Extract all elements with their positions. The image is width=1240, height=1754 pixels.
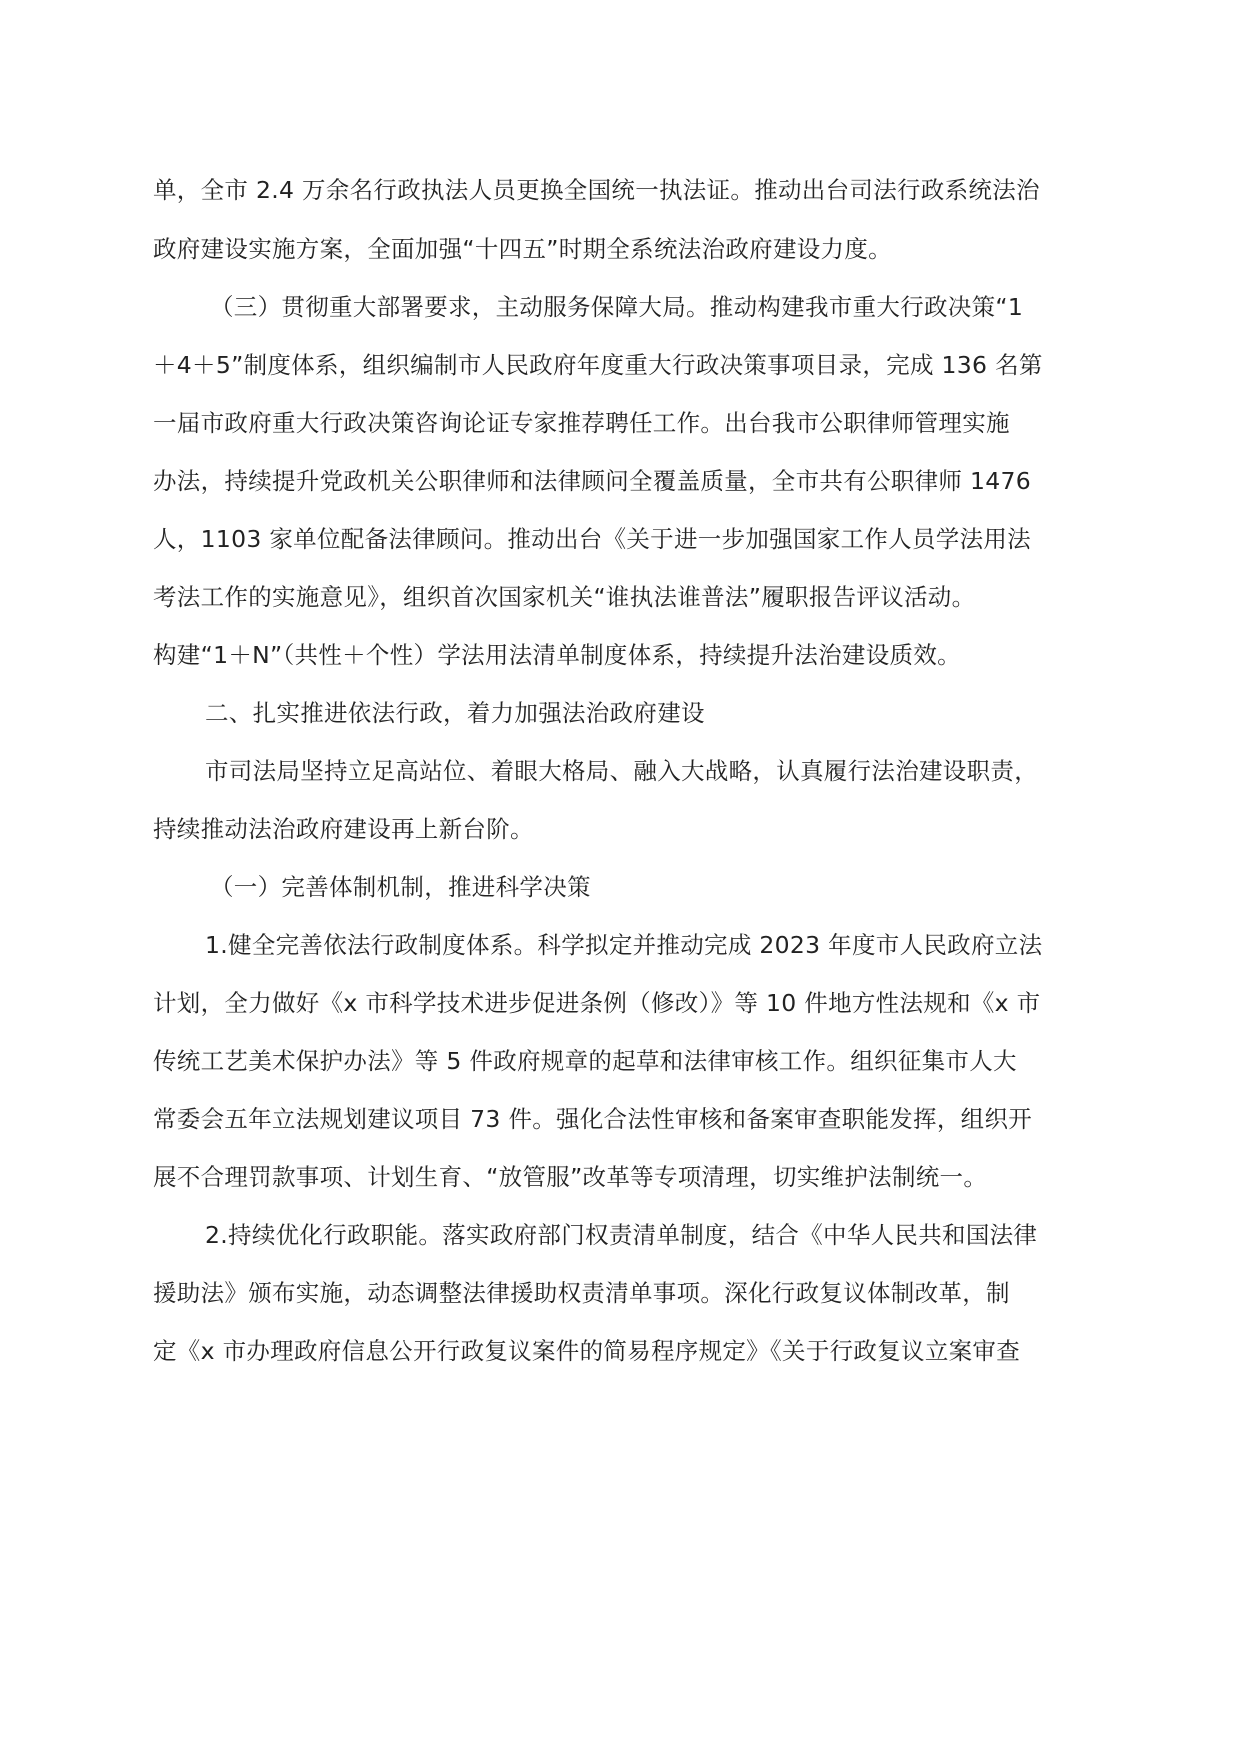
body-text-line: 展不合理罚款事项、计划生育、“放管服”改革等专项清理，切实维护法制统一。 xyxy=(153,1163,988,1191)
body-text-line: 办法，持续提升党政机关公职律师和法律顾问全覆盖质量，全市共有公职律师 1476 xyxy=(153,467,1031,495)
item-heading-2: 2.持续优化行政职能。落实政府部门权责清单制度，结合《中华人民共和国法律 xyxy=(205,1221,1038,1249)
body-text-line: 单，全市 2.4 万余名行政执法人员更换全国统一执法证。推动出台司法行政系统法治 xyxy=(153,176,1040,204)
body-text-line: 一届市政府重大行政决策咨询论证专家推荐聘任工作。出台我市公职律师管理实施 xyxy=(153,409,1010,437)
chapter-heading-2: 二、扎实推进依法行政，着力加强法治政府建设 xyxy=(205,699,705,727)
body-text-line: 计划，全力做好《x 市科学技术进步促进条例（修改）》等 10 件地方性法规和《x 市 xyxy=(153,989,1041,1017)
item-heading-1: 1.健全完善依法行政制度体系。科学拟定并推动完成 2023 年度市人民政府立法 xyxy=(205,931,1043,959)
body-text-line: 构建“1＋N”（共性＋个性）学法用法清单制度体系，持续提升法治建设质效。 xyxy=(153,641,961,669)
body-text-line: 常委会五年立法规划建议项目 73 件。强化合法性审核和备案审查职能发挥，组织开 xyxy=(153,1105,1033,1133)
body-text-line: ＋4＋5”制度体系，组织编制市人民政府年度重大行政决策事项目录，完成 136 名第 xyxy=(153,351,1043,379)
body-text-line: 考法工作的实施意见》，组织首次国家机关“谁执法谁普法”履职报告评议活动。 xyxy=(153,583,976,611)
section-heading-1: （一）完善体制机制，推进科学决策 xyxy=(210,873,591,901)
section-heading-3: （三）贯彻重大部署要求，主动服务保障大局。推动构建我市重大行政决策“1 xyxy=(210,293,1024,321)
body-text-line: 定《x 市办理政府信息公开行政复议案件的简易程序规定》《关于行政复议立案审查 xyxy=(153,1337,1021,1365)
body-text-line: 持续推动法治政府建设再上新台阶。 xyxy=(153,815,534,843)
body-text-line: 传统工艺美术保护办法》等 5 件政府规章的起草和法律审核工作。组织征集市人大 xyxy=(153,1047,1017,1075)
body-text-line: 援助法》颁布实施，动态调整法律援助权责清单事项。深化行政复议体制改革，制 xyxy=(153,1279,1010,1307)
body-text-line: 市司法局坚持立足高站位、着眼大格局、融入大战略，认真履行法治建设职责， xyxy=(205,757,1038,785)
body-text-line: 政府建设实施方案，全面加强“十四五”时期全系统法治政府建设力度。 xyxy=(153,235,892,263)
body-text-line: 人，1103 家单位配备法律顾问。推动出台《关于进一步加强国家工作人员学法用法 xyxy=(153,525,1031,553)
